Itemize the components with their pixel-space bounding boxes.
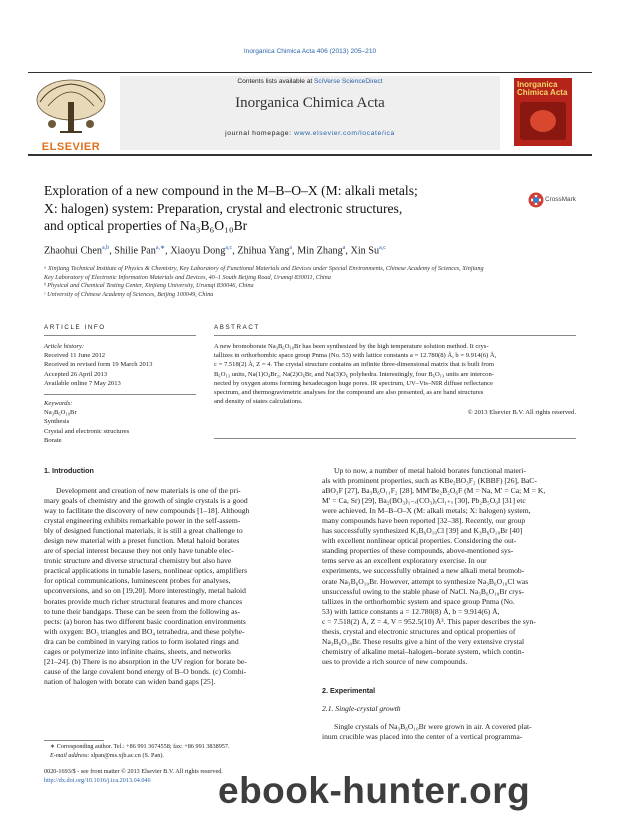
- body-line: aBO₃F [27], Ba₃B₆O₁₁F₂ [28], MM′Be₂B₂O₆F (M = Na, M′ = Ca; M = K,: [322, 486, 546, 496]
- body-line: M′ = Ca, Sr) [29], Ba₂(BO₃)₁₋ₓ(CO₃)ₓCl₁₊ₓ [30], Pb₂B₅O₉I [31] etc: [322, 496, 526, 506]
- body-line: dra can be combined in varying ratios to form isolated rings and: [44, 636, 239, 646]
- homepage-prefix: journal homepage:: [225, 130, 295, 137]
- masthead-top-rule: [28, 72, 592, 73]
- body-line: with excellent nonlinear optical properties. Considering the out-: [322, 536, 517, 546]
- crossmark-icon: [528, 192, 544, 208]
- body-line: c = 7.518(2) Å, Z = 4, V = 952.5(10) Å³. This paper describes the syn-: [322, 616, 536, 626]
- affiliations: [44, 265, 584, 299]
- body-line: standing properties of these compounds, above-mentioned sys-: [322, 546, 514, 556]
- section-2-heading: 2. Experimental: [322, 686, 376, 695]
- body-line: to tune their bandgaps. These can be seen from the following as-: [44, 606, 240, 616]
- keyword-1: Na₃B₆O₁₀Br: [44, 409, 77, 417]
- author-5-sup[interactable]: a: [342, 245, 346, 251]
- contents-prefix: Contents lists available at: [237, 78, 315, 85]
- affiliation-a-line-1: ᵃ Xinjiang Technical Institute of Physics & Chemistry, Key Laboratory of Functional Materials and Devices under Special Environments, Chinese Academy of Sciences, Xinjiang: [44, 265, 484, 272]
- journal-name: Inorganica Chimica Acta: [235, 95, 385, 111]
- author-3-name: Xiaoyu Dong: [170, 245, 226, 257]
- keyword-3: Crystal and electronic structures: [44, 427, 130, 435]
- body-line: with oxygen: BO₃ triangles and BO₄ tetrahedra, and these polyhe-: [44, 626, 245, 636]
- footnote-rule: [44, 740, 104, 741]
- affiliation-a-line-2: Key Laboratory of Electronic Information Materials and Devices, 40–1 South Beijing Road, Urumqi 830011, China: [44, 273, 331, 281]
- body-line: pects: (a) boron has two different basic coordination environments: [44, 616, 246, 626]
- abstract-rule: [214, 335, 576, 336]
- affiliation-b: ᵇ Physical and Chemical Testing Center, Xinjiang University, Urumqi 830046, China: [44, 282, 254, 290]
- abstract-line: A new bromoborate Na₃B₆O₁₀Br has been synthesized by the high temperature solution method. It crys-: [214, 343, 489, 350]
- homepage-link[interactable]: www.elsevier.com/locate/ica: [294, 130, 395, 137]
- cover-image: [520, 102, 566, 140]
- body-line: cages or polymerize into infinite chains, sheets, and networks: [44, 646, 231, 656]
- email-suffix: (S. Pan).: [140, 751, 164, 759]
- crossmark-badge[interactable]: [528, 190, 576, 214]
- abstract-line: nected by oxygen atoms forming hexadecagon huge pores. IR spectrum, UV–Vis–NIR diffuse reflectance: [214, 379, 493, 387]
- abstract-line: c = 7.518(2) Å, Z = 4. The crystal structure contains an infinite three-dimensional matrix that is built from: [214, 361, 494, 369]
- body-line: unsuccessful owing to the stable phase of NaCl. Na₃B₆O₁₀Br crys-: [322, 586, 525, 596]
- cover-title-2: Chimica Acta: [517, 88, 568, 97]
- body-line: has successfully synthesized K₃B₆O₁₀Cl [39] and K₃B₆O₁₀Br [40]: [322, 526, 523, 536]
- body-line: [21–24]. (b) There is no absorption in the UV region for borate be-: [44, 656, 247, 666]
- body-line: borates provide much richer structural features and more chances: [44, 596, 243, 606]
- author-4-sup[interactable]: a: [289, 245, 293, 251]
- copyright-notice: © 2013 Elsevier B.V. All rights reserved.: [467, 409, 576, 417]
- elsevier-tree-logo: [30, 78, 112, 153]
- abstract-line: B₆O₁₃ units, Na(1)O₄Br₂, Na(2)O₆Br, and Na(3)O₆ polyhedra. Interestingly, four B₆O₁₃ units are intercon-: [214, 370, 494, 378]
- article-title: [44, 182, 484, 235]
- issn-line: 0020-1693/$ - see front matter © 2013 Elsevier B.V. All rights reserved.: [44, 768, 223, 775]
- online-date: Available online 7 May 2013: [44, 379, 121, 387]
- abstract-line: spectrum, and thermogravimetric analyses for the compound are also presented, as are band structures: [214, 389, 484, 397]
- body-line: ues to provide a rich source of new compounds.: [322, 656, 468, 666]
- keywords-block: [44, 399, 196, 445]
- author-6-name: Xin Su: [350, 245, 380, 257]
- body-line: bly of designed functional materials, it is still a great challenge to: [44, 526, 243, 536]
- body-line: Up to now, a number of metal haloid borates functional materi-: [334, 466, 527, 475]
- body-line: crystal engineering exhibits remarkable power in the self-assem-: [44, 516, 241, 526]
- article-info-heading: ARTICLE INFO: [44, 324, 106, 331]
- cover-title-1: Inorganica: [517, 80, 558, 89]
- journal-reference[interactable]: Inorganica Chimica Acta 406 (2013) 205–210: [243, 48, 377, 55]
- title-line-1: Exploration of a new compound in the M–B–O–X (M: alkali metals;: [44, 183, 418, 198]
- body-line: inum crucible was placed into the center of a vertical programma-: [322, 732, 523, 742]
- body-line: mary goals of chemistry and the growth of single crystals is a good: [44, 496, 248, 506]
- abstract-line: tallizes in orthorhombic space group Pnma (No. 53) with lattice constants a = 12.780(8) Å, b = 9.914(6) Å,: [214, 352, 497, 360]
- body-line: experiments, we successfully obtained a new alkali metal bromob-: [322, 566, 525, 576]
- email-line: [50, 752, 320, 761]
- body-line: upconversions, and so on [19,20]. More interestingly, metal haloid: [44, 586, 246, 596]
- body-line: for optical communications, luminescent probes for analyses,: [44, 576, 231, 586]
- body-line: tronic structure and diverse structural chemistry but also have: [44, 556, 232, 566]
- author-2-name: Shilie Pan: [114, 245, 156, 257]
- author-2-sup[interactable]: a,∗: [155, 245, 166, 251]
- history-label: Article history:: [44, 343, 85, 350]
- body-line: are of special interest because they not only have tunable elec-: [44, 546, 234, 556]
- journal-cover-thumbnail: [514, 78, 572, 146]
- author-1-sup[interactable]: a,b: [102, 245, 110, 251]
- abstract-line: and density of states calculations.: [214, 398, 303, 406]
- accepted-date: Accepted 26 April 2013: [44, 370, 108, 378]
- body-line: Single crystals of Na₃B₆O₁₀Br were grown in air. A covered plat-: [334, 722, 532, 731]
- author-6-sup[interactable]: a,c: [379, 245, 386, 251]
- body-line: tallizes in the orthorhombic system and space group Pnma (No.: [322, 596, 515, 606]
- watermark: ebook-hunter.org: [218, 770, 531, 811]
- received-date: Received 11 June 2012: [44, 352, 106, 360]
- contents-line: [120, 78, 500, 85]
- title-line-2: X: halogen) system: Preparation, crystal and electronic structures,: [44, 200, 403, 216]
- body-line: orate Na₃B₆O₁₀Br. However, attempt to synthesize Na₃B₆O₁₀Cl was: [322, 576, 529, 586]
- elsevier-wordmark: ELSEVIER: [41, 141, 101, 153]
- article-info-rule: [44, 335, 196, 336]
- body-line: Na₃B₆O₁₀Br. These results give a hint of the very extensive crystal: [322, 636, 525, 646]
- crossmark-label: CrossMark: [545, 196, 576, 203]
- body-line: tems serve as an excellent exploratory exercise. In our: [322, 556, 487, 566]
- sciencedirect-link[interactable]: SciVerse ScienceDirect: [314, 78, 383, 85]
- body-line: als with prominent properties, such as KBe₂BO₃F₂ (KBBF) [26], BaC-: [322, 476, 537, 486]
- doi-link[interactable]: http://dx.doi.org/10.1016/j.ica.2013.04.046: [44, 776, 151, 784]
- history-rule: [44, 394, 196, 395]
- right-column-body: [322, 466, 586, 667]
- body-line: many compounds have been reported [32–38]. Recently, our group: [322, 516, 526, 526]
- body-line: practical applications in tunable lasers, nonlinear optics, amplifiers: [44, 566, 248, 576]
- email-address[interactable]: slpan@ms.xjb.ac.cn: [91, 751, 141, 759]
- email-label: E-mail address:: [50, 751, 92, 759]
- author-1-name: Zhaohui Chen: [44, 245, 103, 257]
- author-5-name: Min Zhang: [297, 245, 343, 257]
- keywords-label: Keywords:: [44, 400, 73, 407]
- footnote: [50, 743, 320, 760]
- masthead-center-panel: [120, 76, 500, 150]
- section-1-body: [44, 486, 310, 687]
- author-list: Zhaohui Chen$^{a,b}$, Shilie Pan$^{a,∗}$, Xiaoyu Dong$^{a,c}$, Zhihua Yang$^a$, Min Zhang$^a$, Xin Su$^{a,c}$: [44, 245, 386, 257]
- body-line: nation of halogen with borate can widen band gaps [25].: [44, 676, 216, 686]
- body-line: Development and creation of new materials is one of the pri-: [56, 486, 241, 495]
- body-line: 53) with lattice constants a = 12.780(8) Å, b = 9.914(6) Å,: [322, 606, 500, 616]
- body-line: thesis, crystal and electronic structures and optical properties of: [322, 626, 516, 636]
- author-4-name: Zhihua Yang: [237, 245, 290, 257]
- section-1-heading: 1. Introduction: [44, 466, 94, 475]
- masthead-bottom-rule: [28, 154, 592, 156]
- body-line: were achieved. In M–B–O–X (M: alkali metals; X: halogen) system,: [322, 506, 531, 516]
- abstract-text: [214, 342, 576, 418]
- article-history: [44, 342, 196, 388]
- keyword-4: Borate: [44, 436, 62, 444]
- abstract-heading: ABSTRACT: [214, 324, 260, 331]
- homepage-line: [120, 130, 500, 137]
- body-line: way to facilitate the discovery of new compounds [1–18]. Although: [44, 506, 250, 516]
- subsection-2-1-body: [322, 722, 586, 742]
- title-line-3: and optical properties of Na₃B₆O₁₀Br: [44, 218, 248, 233]
- affiliation-c: ᶜ University of Chinese Academy of Sciences, Beijing 100049, China: [44, 290, 214, 298]
- body-line: chemistry of alkaline metal–halogen–borate system, which contin-: [322, 646, 525, 656]
- body-line: cause of the large covalent bond energy of B–O bonds. (c) Combi-: [44, 666, 247, 676]
- author-3-sup[interactable]: a,c: [225, 245, 233, 251]
- subsection-2-1-heading: 2.1. Single-crystal growth: [322, 704, 401, 713]
- revised-date: Received in revised form 19 March 2013: [44, 361, 153, 369]
- corresponding-author-note: ∗ Corresponding author. Tel.: +86 991 3674558; fax: +86 991 3838957.: [50, 743, 230, 750]
- body-line: design new material with a preset function. Metal haloid borates: [44, 536, 240, 546]
- keyword-2: Synthesis: [44, 418, 70, 426]
- abstract-bottom-rule: [214, 438, 576, 439]
